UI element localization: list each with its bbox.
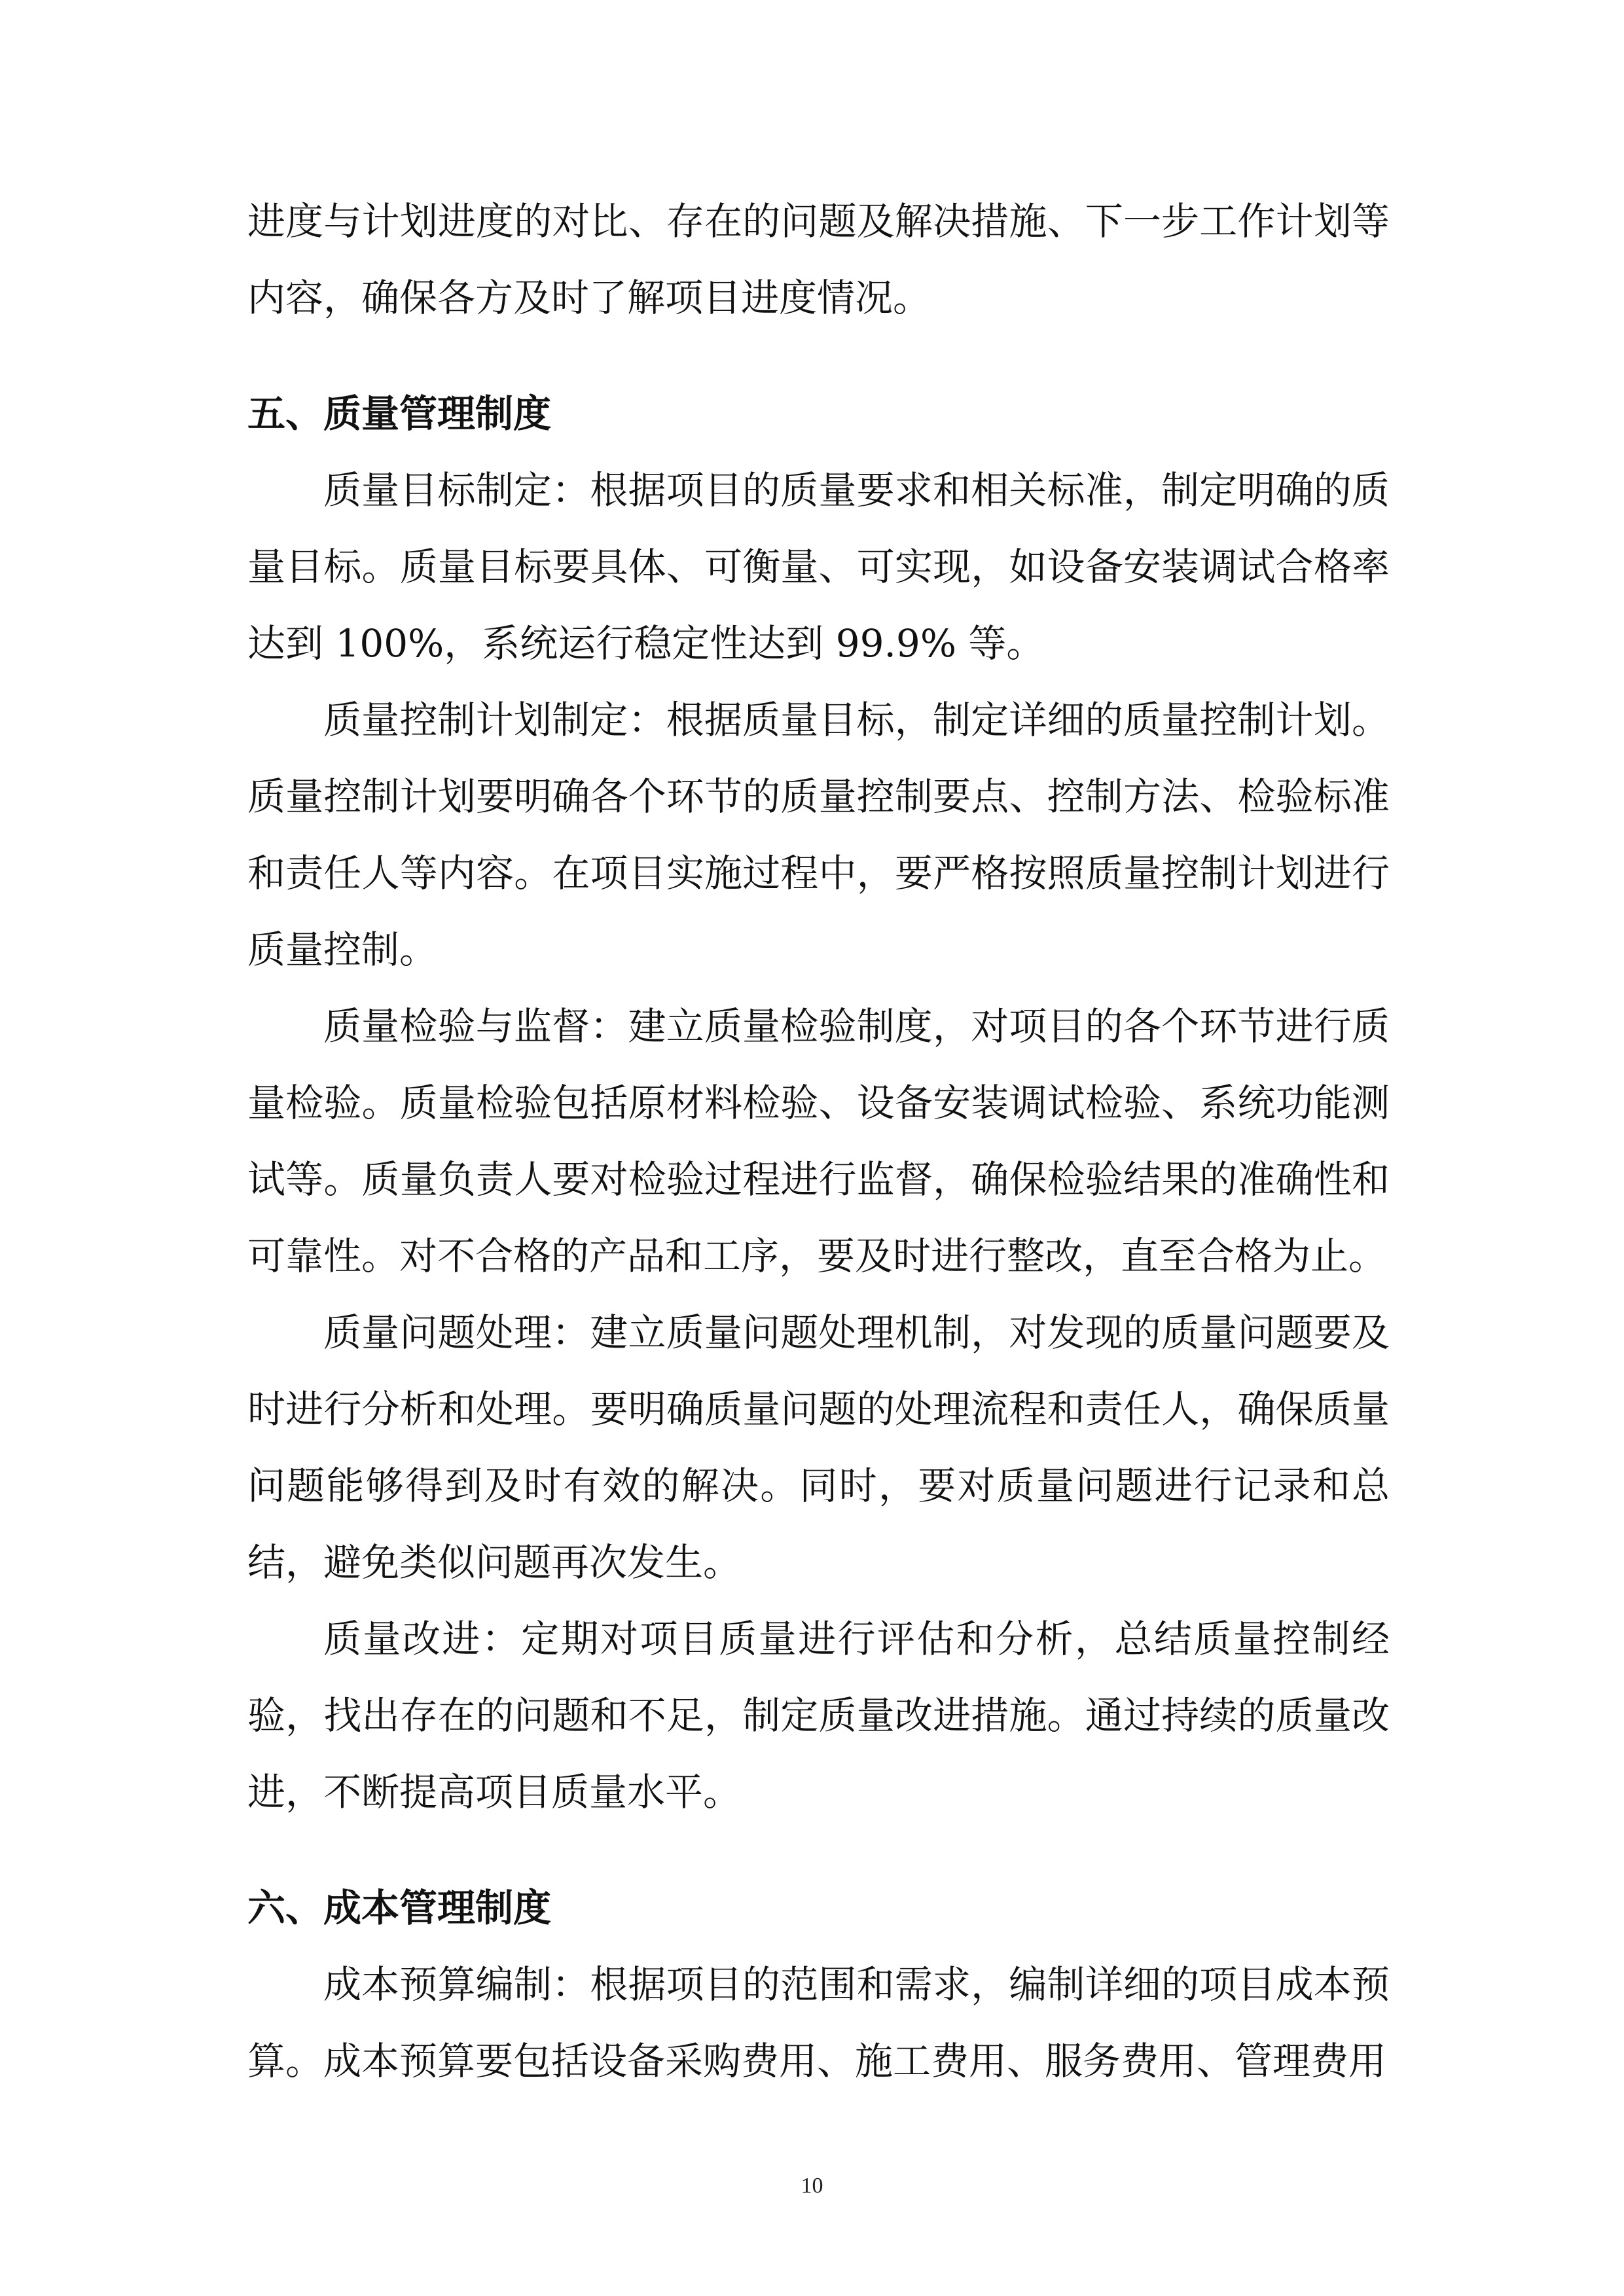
section-heading-cost-management: 六、成本管理制度 bbox=[247, 1886, 552, 1930]
section-heading-quality-management: 五、质量管理制度 bbox=[247, 391, 552, 436]
document-body bbox=[247, 183, 1390, 2100]
paragraph-cost-budget: 成本预算编制：根据项目的范围和需求，编制详细的项目成本预算。成本预算要包括设备采购费用、施工费用、服务费用、管理费用 bbox=[247, 1962, 1390, 2083]
paragraph-quality-target: 质量目标制定：根据项目的质量要求和相关标准，制定明确的质量目标。质量目标要具体、可衡量、可实现，如设备安装调试合格率达到 100%，系统运行稳定性达到 99.9% 等。 bbox=[247, 468, 1390, 666]
paragraph-quality-improvement: 质量改进：定期对项目质量进行评估和分析，总结质量控制经验，找出存在的问题和不足，制定质量改进措施。通过持续的质量改进，不断提高项目质量水平。 bbox=[247, 1617, 1390, 1814]
paragraph-quality-issue-handling: 质量问题处理：建立质量问题处理机制，对发现的质量问题要及时进行分析和处理。要明确质量问题的处理流程和责任人，确保质量问题能够得到及时有效的解决。同时，要对质量问题进行记录和总结，避免类似问题再次发生。 bbox=[247, 1310, 1390, 1585]
paragraph-quality-control-plan: 质量控制计划制定：根据质量目标，制定详细的质量控制计划。质量控制计划要明确各个环节的质量控制要点、控制方法、检验标准和责任人等内容。在项目实施过程中，要严格按照质量控制计划进行质量控制。 bbox=[247, 698, 1390, 972]
page-number: 10 bbox=[801, 2174, 823, 2198]
paragraph-quality-inspection: 质量检验与监督：建立质量检验制度，对项目的各个环节进行质量检验。质量检验包括原材料检验、设备安装调试检验、系统功能测试等。质量负责人要对检验过程进行监督，确保检验结果的准确性和可靠性。对不合格的产品和工序，要及时进行整改，直至合格为止。 bbox=[247, 1004, 1390, 1278]
paragraph-progress-report-continuation: 进度与计划进度的对比、存在的问题及解决措施、下一步工作计划等内容，确保各方及时了解项目进度情况。 bbox=[247, 199, 1390, 320]
